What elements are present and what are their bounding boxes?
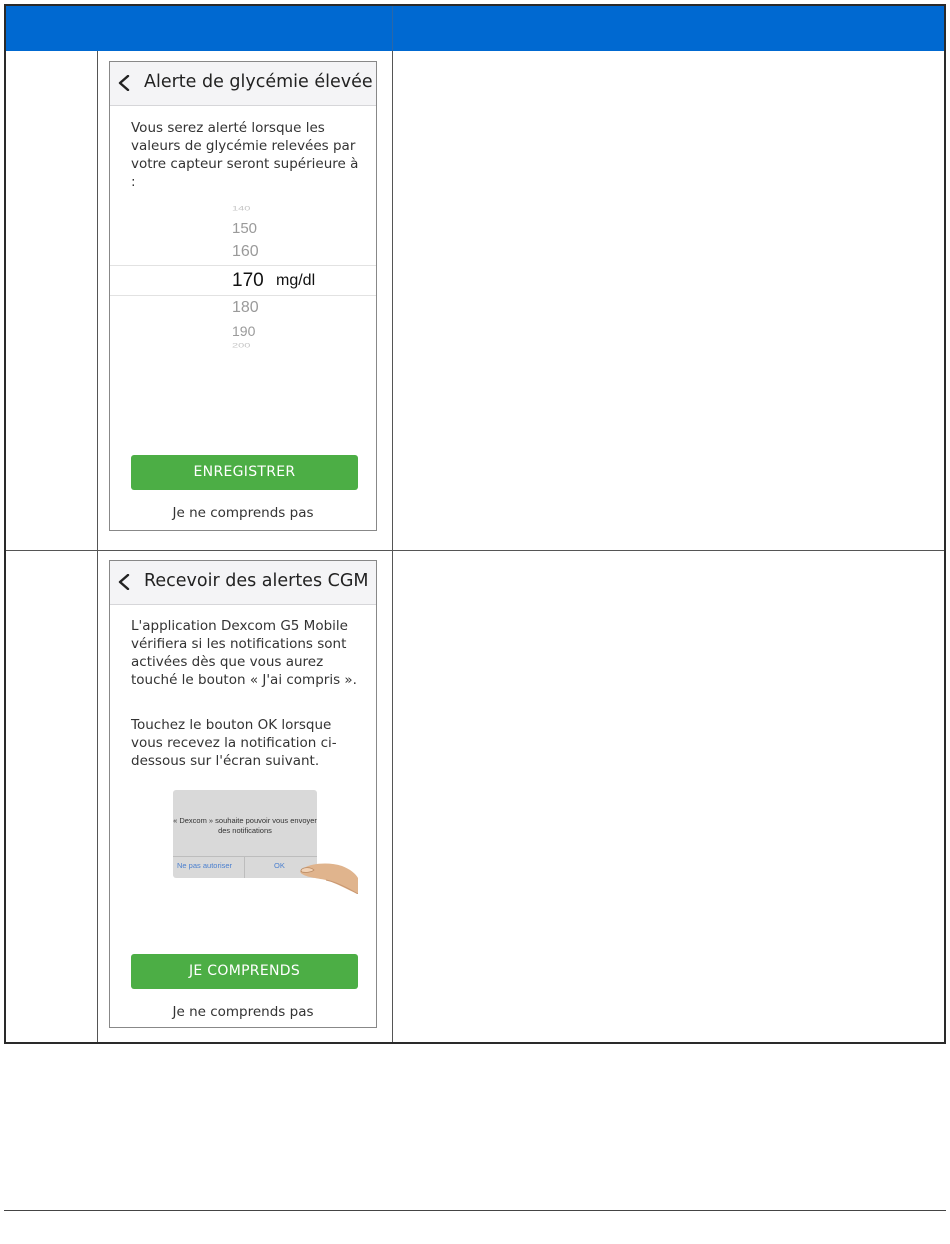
footer-rule xyxy=(4,1210,946,1211)
picker-value: 150 xyxy=(232,220,258,237)
screen-title: Recevoir des alertes CGM xyxy=(144,571,369,591)
glucose-picker[interactable] xyxy=(110,200,376,360)
description-text: Vous serez alerté lorsque les valeurs de glycémie relevées par votre capteur seront supérieure à : xyxy=(131,120,359,190)
instruction-paragraph: Touchez le bouton OK lorsque vous recevez la notification ci-dessous sur l'écran suivant. xyxy=(131,717,337,769)
ok-button: OK xyxy=(274,861,285,870)
phone-screen-cgm-alerts xyxy=(109,560,377,1028)
column-divider-2 xyxy=(392,51,393,1042)
phone-screen-high-alert xyxy=(109,61,377,531)
picker-value: 200 xyxy=(232,342,251,350)
nav-bar xyxy=(110,561,376,605)
header-divider xyxy=(392,6,393,51)
picker-selection-line xyxy=(110,295,376,296)
row-divider xyxy=(6,550,944,551)
deny-button: Ne pas autoriser xyxy=(177,861,233,870)
picker-selection-line xyxy=(110,265,376,266)
notification-message: « Dexcom » souhaite pouvoir vous envoyer des notifications xyxy=(173,816,317,835)
screen-title: Alerte de glycémie élevée xyxy=(144,72,373,92)
picker-value: 180 xyxy=(232,299,259,316)
picker-selected-value: 170 xyxy=(232,270,264,291)
picker-unit: mg/dl xyxy=(276,272,316,289)
understand-button[interactable]: JE COMPRENDS xyxy=(131,954,358,989)
picker-value: 160 xyxy=(232,243,259,260)
back-chevron-icon[interactable] xyxy=(117,574,131,590)
finger-icon xyxy=(296,860,358,894)
save-button[interactable]: ENREGISTRER xyxy=(131,455,358,490)
picker-value: 190 xyxy=(232,323,256,339)
notification-button-divider xyxy=(244,856,245,878)
column-divider-1 xyxy=(97,51,98,1042)
dont-understand-link[interactable]: Je ne comprends pas xyxy=(172,1004,314,1020)
intro-paragraph: L'application Dexcom G5 Mobile vérifiera si les notifications sont activées dès que vous aurez touché le bouton « J'ai compris ». xyxy=(131,618,357,688)
back-chevron-icon[interactable] xyxy=(117,75,131,91)
table-header xyxy=(6,6,944,51)
dont-understand-link[interactable]: Je ne comprends pas xyxy=(172,505,314,521)
nav-bar xyxy=(110,62,376,106)
picker-value: 140 xyxy=(232,205,251,213)
notification-divider xyxy=(173,856,317,857)
